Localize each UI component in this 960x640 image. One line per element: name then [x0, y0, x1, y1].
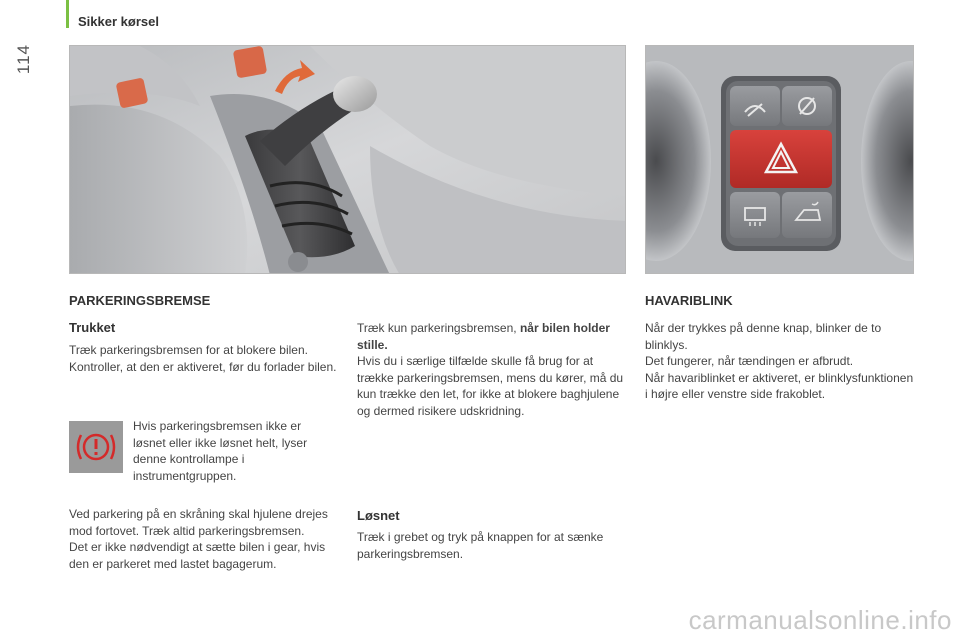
- slope-text: [69, 506, 339, 572]
- engaging-text: [69, 342, 341, 375]
- engaging-p2: Kontroller, at den er aktiveret, før du forlader bilen.: [69, 359, 337, 374]
- engaging-p1: Træk parkeringsbremsen for at blokere bilen.: [69, 343, 308, 357]
- hazard-p1: Når der trykkes på denne knap, blinker de to blinklys.: [645, 321, 882, 352]
- page-number: 114: [14, 44, 33, 75]
- slope-p2: Det er ikke nødvendigt at sætte bilen i gear, hvis den er parkeret med lastet bagagerum.: [69, 540, 326, 571]
- middle-intro: [357, 320, 629, 353]
- watermark: carmanualsonline.info: [688, 605, 952, 635]
- traction-control-icon: [730, 86, 780, 126]
- parking-brake-title: PARKERINGSBREMSE: [69, 293, 211, 308]
- hazard-triangle-icon: [730, 130, 832, 188]
- parking-brake-illustration: [70, 46, 626, 274]
- rear-defrost-icon: [730, 192, 780, 238]
- releasing-subtitle: Løsnet: [357, 508, 400, 523]
- hazard-title: HAVARIBLINK: [645, 293, 733, 308]
- hazard-p2: Det fungerer, når tændingen er afbrudt.: [645, 354, 854, 368]
- slope-p1: Ved parkering på en skråning skal hjulene drejes mod fortovet. Træk altid parkeringsbremsen.: [69, 507, 328, 538]
- section-accent-bar: [66, 0, 69, 28]
- brake-warning-icon: [69, 421, 123, 473]
- warning-text: Hvis parkeringsbremsen ikke er løsnet eller ikke løsnet helt, lyser denne kontrollampe i instrumentgruppen.: [133, 419, 308, 483]
- releasing-text: Træk i grebet og tryk på knappen for at sænke parkeringsbremsen.: [357, 530, 604, 561]
- section-header: Sikker kørsel: [78, 14, 159, 29]
- hazard-p3: Når havariblinket er aktiveret, er blinklysfunktionen i højre eller venstre side frakoblet.: [645, 370, 914, 401]
- engaging-subtitle: Trukket: [69, 320, 116, 335]
- middle-intro-text: Træk kun parkeringsbremsen,: [357, 321, 520, 335]
- stop-start-off-icon: [782, 86, 832, 126]
- hazard-switch-photo: [645, 45, 914, 274]
- parking-sensor-icon: [782, 192, 832, 238]
- hazard-text: [645, 320, 917, 403]
- middle-intro-bold: når bilen holder stille.: [357, 321, 610, 352]
- parking-brake-photo: [69, 45, 626, 274]
- middle-p2: Hvis du i særlige tilfælde skulle få brug for at trække parkeringsbremsen, mens du kører, må du kun trække den let, for ikke at blokere baghjulene og dermed risikere udskridning.: [357, 354, 624, 418]
- middle-text: [357, 320, 629, 419]
